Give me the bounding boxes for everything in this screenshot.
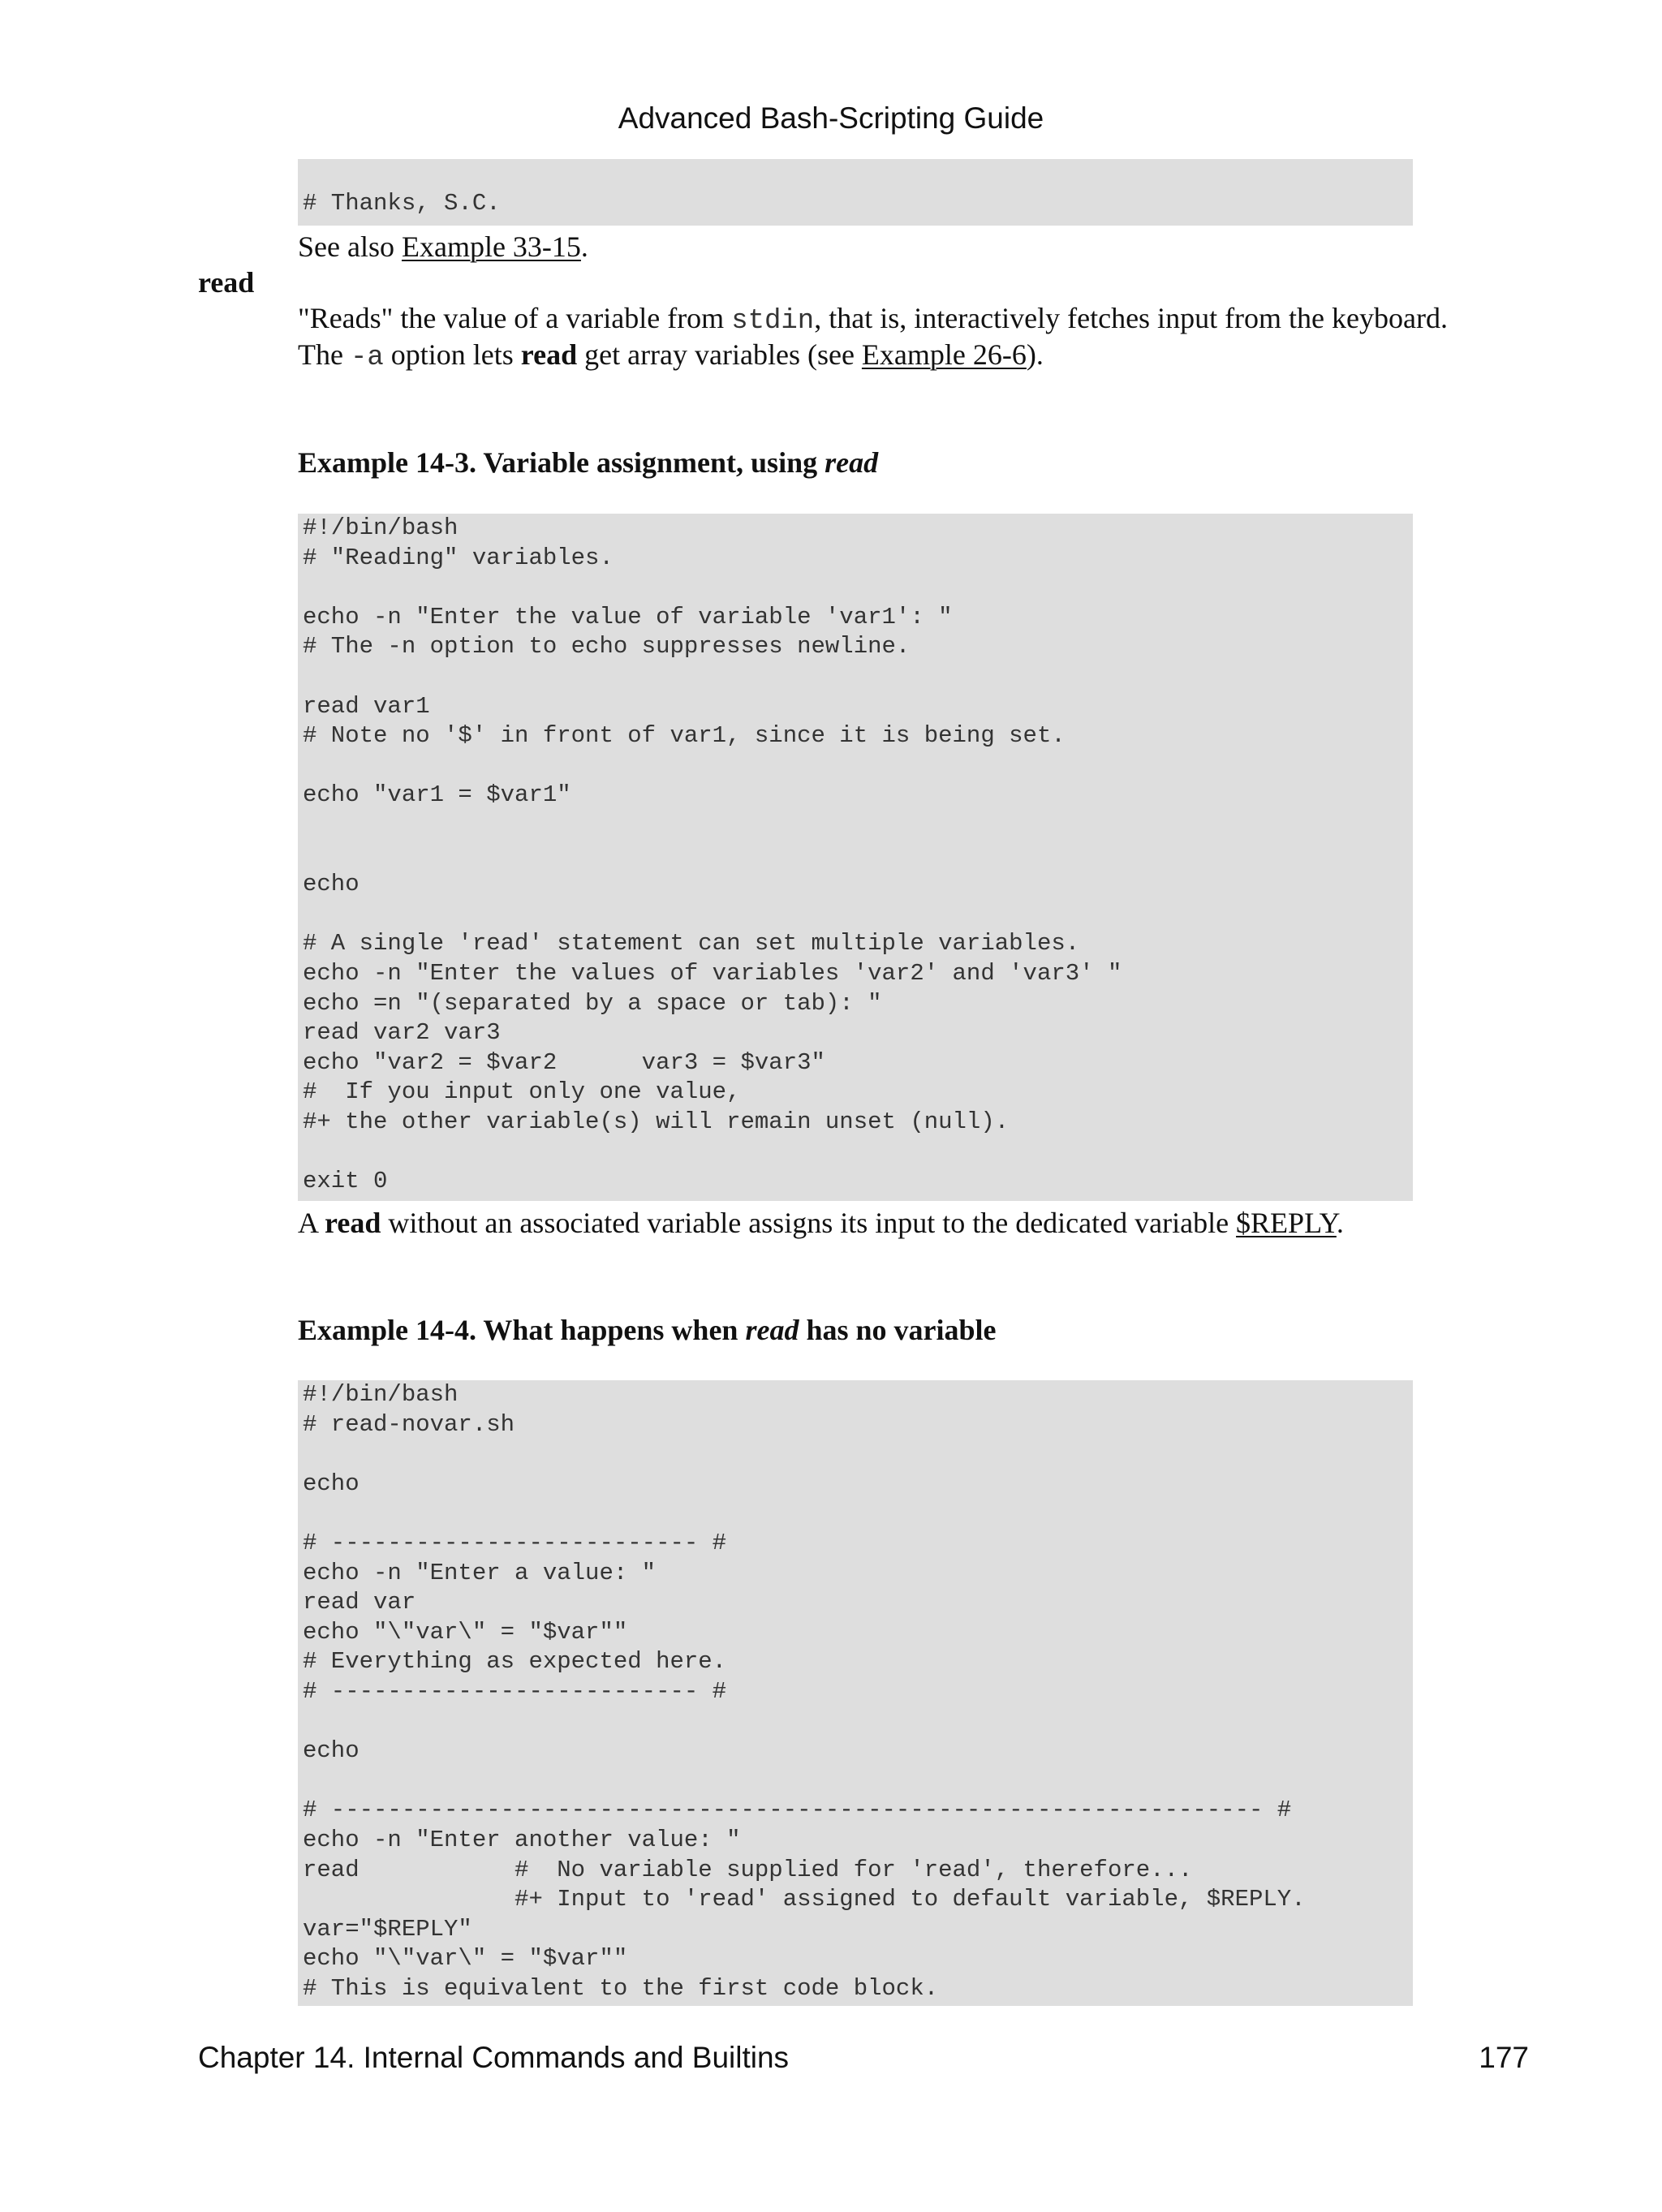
example-title-text: has no variable bbox=[799, 1314, 997, 1346]
example-title-italic: read bbox=[825, 446, 879, 479]
reply-note-text: . bbox=[1336, 1207, 1344, 1239]
reply-note-text: A bbox=[298, 1207, 325, 1239]
example-14-4-code-block bbox=[298, 1380, 1413, 2006]
page-header-title: Advanced Bash-Scripting Guide bbox=[618, 101, 1044, 135]
code-text: # Thanks, S.C. bbox=[303, 189, 501, 217]
read-desc-text: get array variables (see bbox=[577, 338, 862, 371]
read-desc-text: "Reads" the value of a variable from bbox=[298, 302, 732, 334]
read-bold: read bbox=[520, 338, 578, 371]
example-title-italic: read bbox=[745, 1314, 799, 1346]
stdin-code: stdin bbox=[731, 306, 815, 337]
read-description-line-2 bbox=[298, 337, 1044, 377]
example-33-15-link[interactable]: Example 33-15 bbox=[401, 230, 581, 263]
reply-note-text: without an associated variable assigns its input to the dedicated variable bbox=[381, 1207, 1237, 1239]
reply-variable-link[interactable]: $REPLY bbox=[1236, 1207, 1337, 1239]
reply-note-line bbox=[298, 1205, 1344, 1242]
read-bold: read bbox=[325, 1207, 381, 1239]
read-desc-text: The bbox=[298, 338, 351, 371]
read-desc-text: ). bbox=[1026, 338, 1044, 371]
see-also-suffix: . bbox=[580, 230, 588, 263]
example-14-3-code-block bbox=[298, 514, 1413, 1201]
example-title-text: Example 14-4. What happens when bbox=[298, 1314, 746, 1346]
option-a-code: -a bbox=[350, 342, 384, 373]
read-description-line-1 bbox=[298, 300, 1448, 340]
example-title-text: Example 14-3. Variable assignment, using bbox=[298, 446, 825, 479]
code-block-continued bbox=[298, 159, 1413, 226]
footer-chapter-title: Chapter 14. Internal Commands and Builtins bbox=[198, 2041, 790, 2074]
example-26-6-link[interactable]: Example 26-6 bbox=[861, 338, 1027, 371]
footer-page-number: 177 bbox=[1479, 2041, 1529, 2074]
code-text: #!/bin/bash # read-novar.sh echo # -------------------------- # echo -n "Enter a value: " read var echo "\"var\" = "$var"" # Everything as expected here. # -------------------------- # echo # ------------------------------------------------------------------ # echo -n "Enter another value: " read # No variable supplied for 'read', therefore... #+ Input to 'read' assigned to default variable, $REPLY. var="$REPLY" echo "\"var\" = "$var"" # This is equivalent to the first code block. bbox=[303, 1381, 1306, 2002]
read-desc-text: , that is, interactively fetches input from the keyboard. bbox=[814, 302, 1448, 334]
see-also-line bbox=[298, 229, 588, 265]
read-desc-text: option lets bbox=[383, 338, 521, 371]
example-14-3-title bbox=[298, 445, 878, 481]
example-14-4-title bbox=[298, 1312, 997, 1349]
see-also-prefix: See also bbox=[298, 230, 402, 263]
read-term: read bbox=[198, 266, 255, 299]
code-text: #!/bin/bash # "Reading" variables. echo -n "Enter the value of variable 'var1': " # The -n option to echo suppresses newline. read var1 # Note no '$' in front of var1, since it is being set. echo "var1 = $var1" echo # A single 'read' statement can set multiple variables. echo -n "Enter the values of variables 'var2' and 'var3' " echo =n "(separated by a space or tab): " read var2 var3 echo "var2 = $var2 var3 = $var3" # If you input only one value, #+ the other variable(s) will remain unset (null). exit 0 bbox=[303, 514, 1122, 1195]
